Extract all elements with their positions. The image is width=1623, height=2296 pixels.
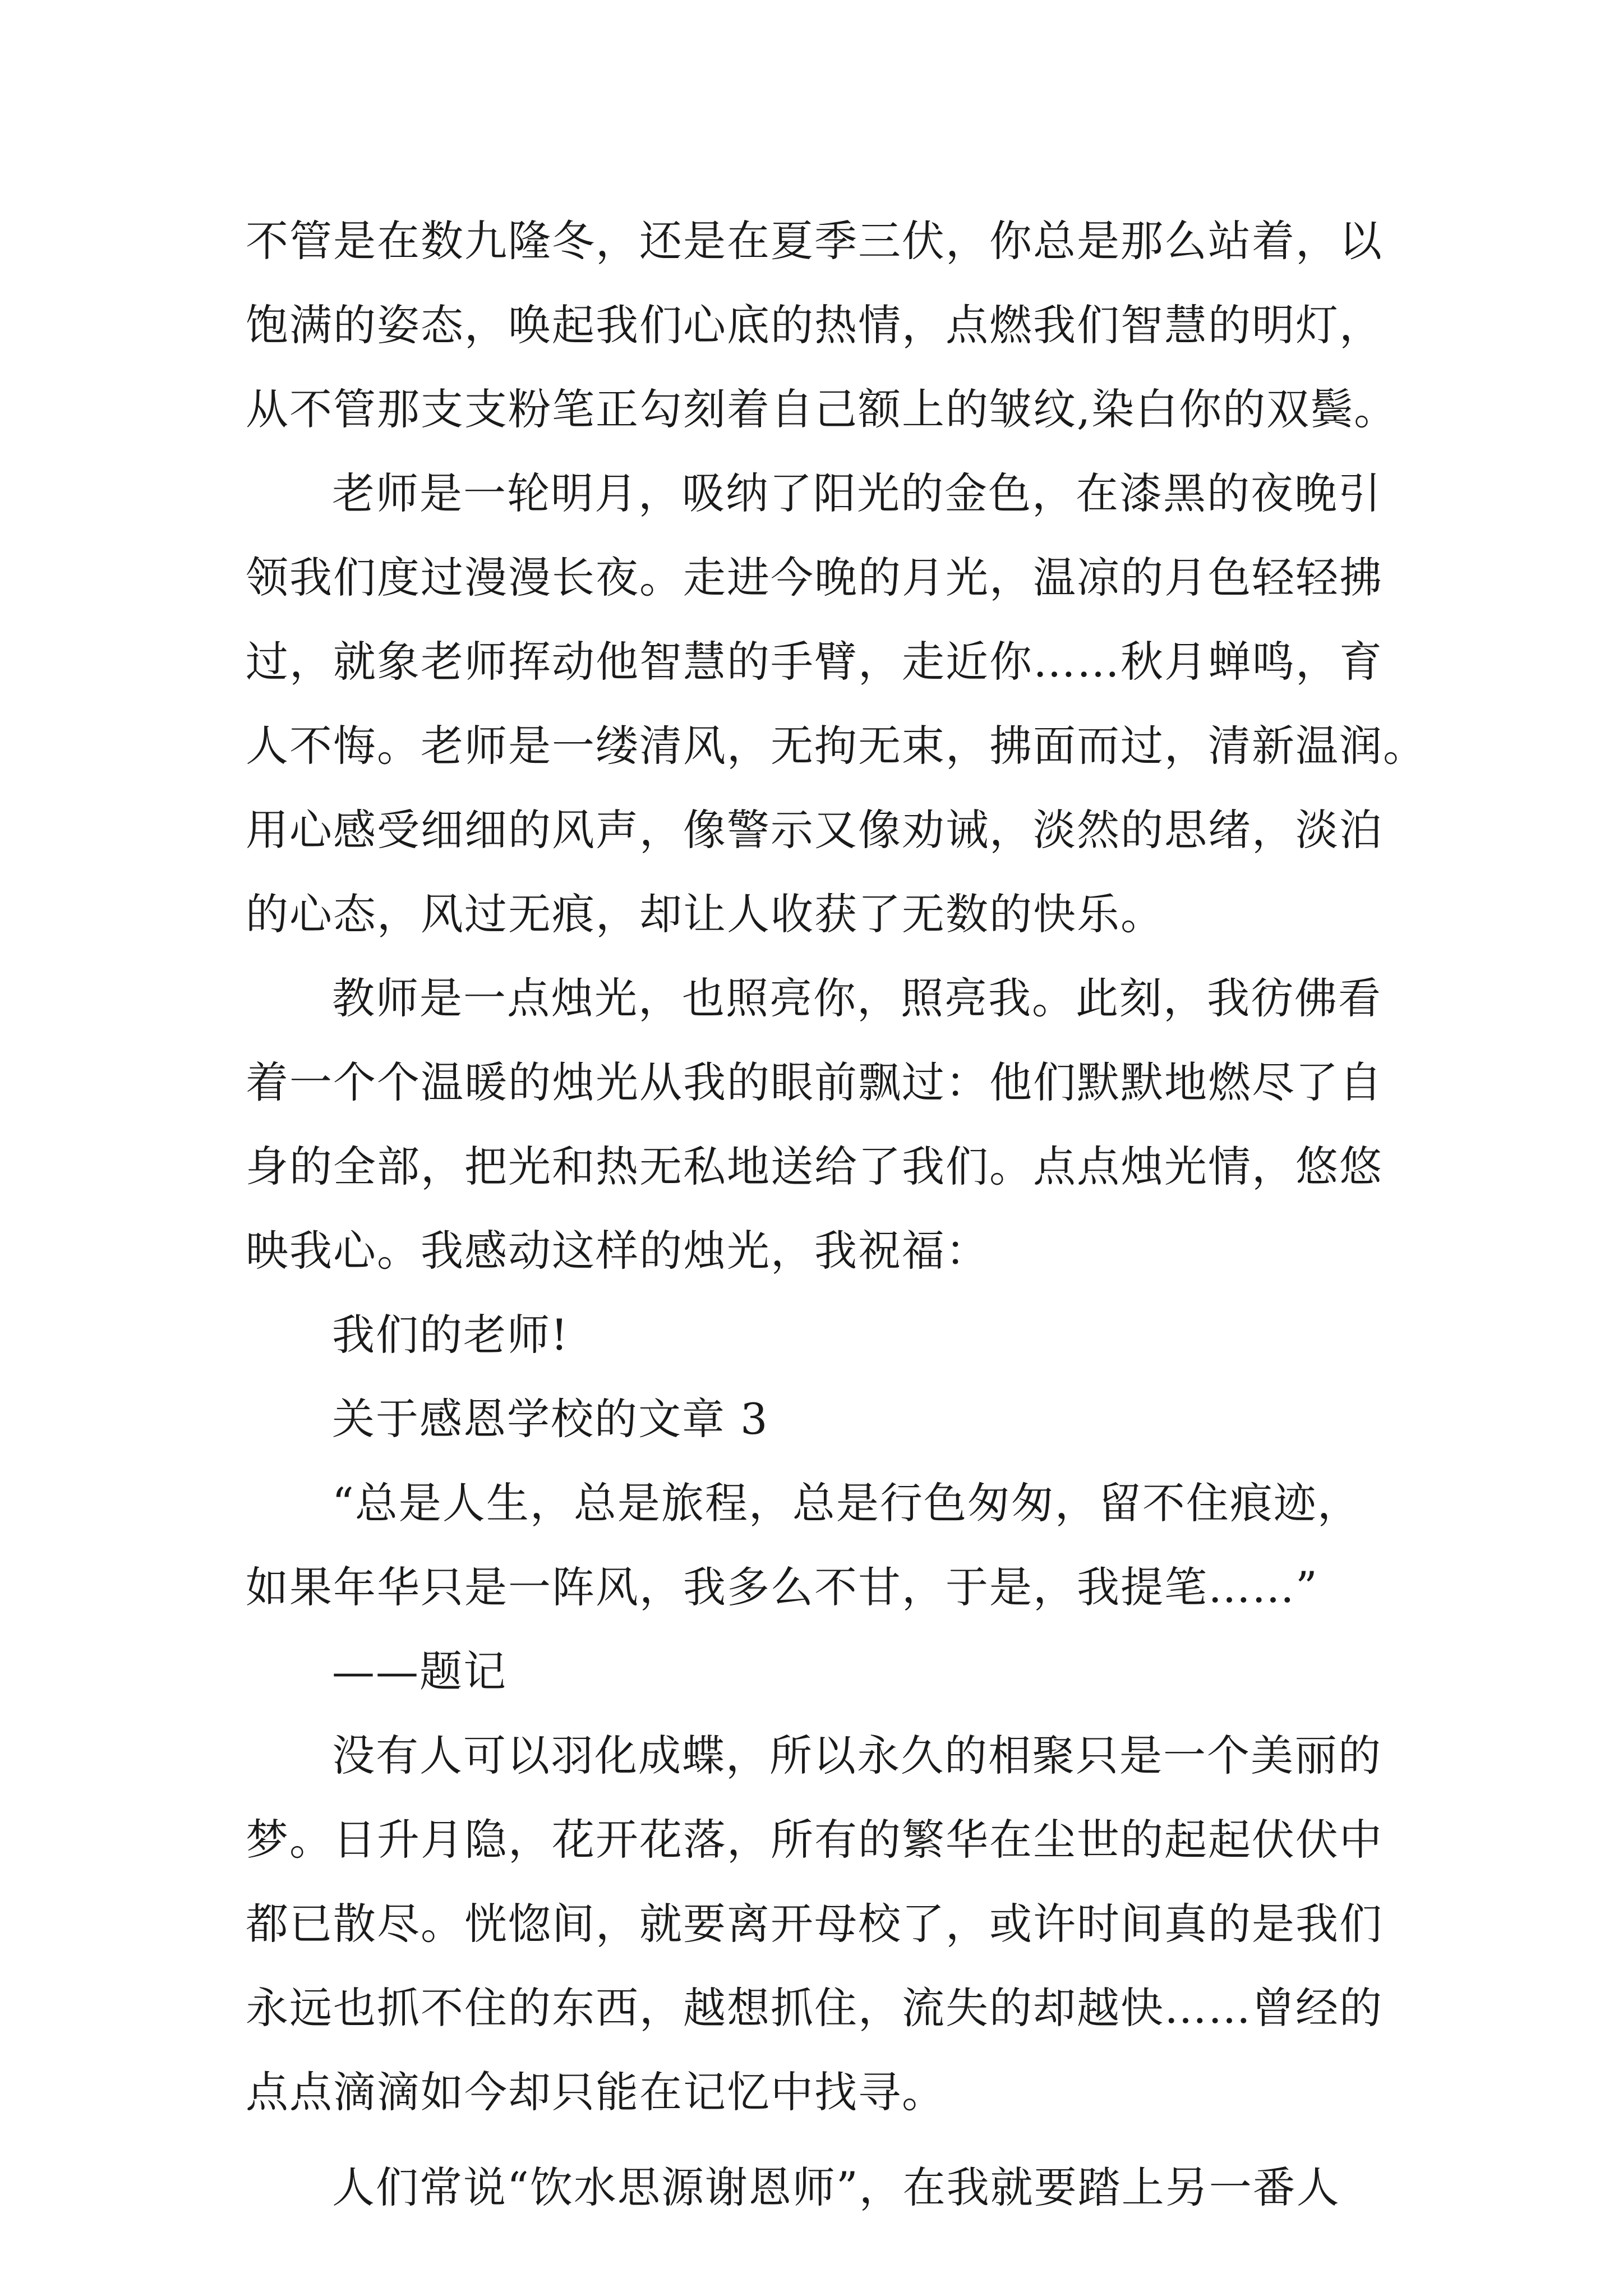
text-line: 映我心。我感动这样的烛光，我祝福： xyxy=(246,1226,989,1276)
text-line: 梦。日升月隐，花开花落，所有的繁华在尘世的起起伏伏中 xyxy=(246,1815,1383,1865)
text-line: 饱满的姿态，唤起我们心底的热情，点燃我们智慧的明灯， xyxy=(246,300,1383,350)
text-line: 过，就象老师挥动他智慧的手臂，走近你……秋月蝉鸣，育 xyxy=(246,637,1383,687)
text-line: 领我们度过漫漫长夜。走进今晚的月光，温凉的月色轻轻拂 xyxy=(246,553,1383,602)
text-line: 着一个个温暖的烛光从我的眼前飘过：他们默默地燃尽了自 xyxy=(246,1057,1383,1107)
text-line: 点点滴滴如今却只能在记忆中找寻。 xyxy=(246,2067,946,2117)
text-line: 从不管那支支粉笔正勾刻着自己额上的皱纹,染白你的双鬓。 xyxy=(246,384,1398,434)
text-line: 不管是在数九隆冬，还是在夏季三伏，你总是那么站着，以 xyxy=(246,216,1383,266)
section-heading: 关于感恩学校的文章 3 xyxy=(332,1394,769,1444)
paragraph-start: 人们常说“饮水思源谢恩师”，在我就要踏上另一番人 xyxy=(332,2162,1340,2212)
text-line: 身的全部，把光和热无私地送给了我们。点点烛光情，悠悠 xyxy=(246,1142,1383,1191)
epigraph-line: 如果年华只是一阵风，我多么不甘，于是，我提笔……” xyxy=(246,1562,1318,1612)
text-line: 永远也抓不住的东西，越想抓住，流失的却越快……曾经的 xyxy=(246,1983,1383,2033)
text-line: 都已散尽。恍惚间，就要离开母校了，或许时间真的是我们 xyxy=(246,1899,1383,1949)
text-line: 用心感受细细的风声，像警示又像劝诫，淡然的思绪，淡泊 xyxy=(246,805,1383,855)
paragraph-start: 教师是一点烛光，也照亮你，照亮我。此刻，我彷佛看 xyxy=(332,973,1382,1023)
paragraph-start: 老师是一轮明月，吸纳了阳光的金色，在漆黑的夜晚引 xyxy=(332,468,1382,518)
text-line: 的心态，风过无痕，却让人收获了无数的快乐。 xyxy=(246,889,1164,939)
epigraph-line: “总是人生，总是旅程，总是行色匆匆，留不住痕迹， xyxy=(332,1478,1361,1528)
text-line: 人不悔。老师是一缕清风，无拘无束，拂面而过，清新温润。 xyxy=(246,721,1427,771)
paragraph-start: 没有人可以羽化成蝶，所以永久的相聚只是一个美丽的 xyxy=(332,1731,1382,1780)
epigraph-attribution: ——题记 xyxy=(332,1646,507,1696)
paragraph-start: 我们的老师! xyxy=(332,1310,569,1360)
